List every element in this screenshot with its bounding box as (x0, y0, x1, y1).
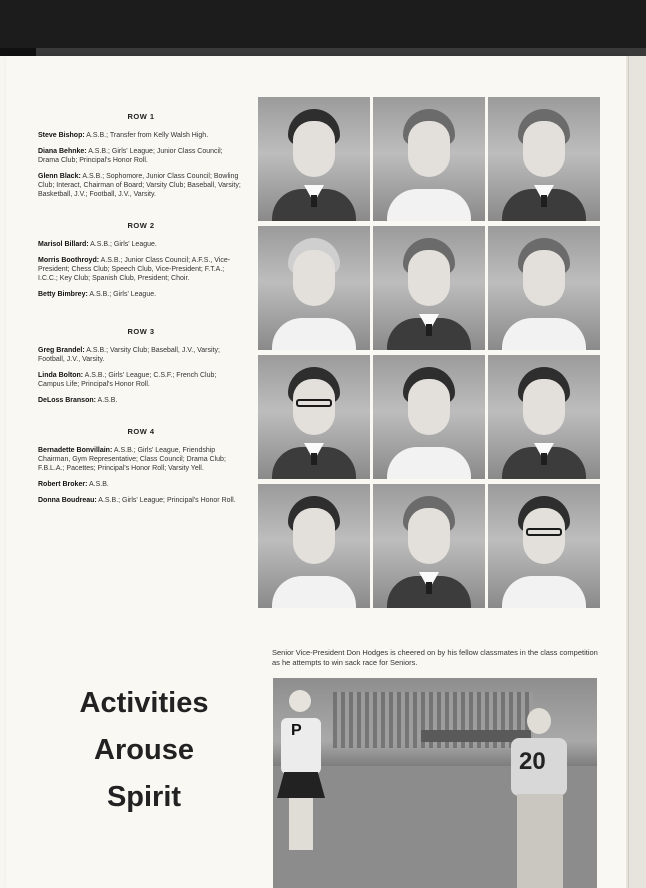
caption-entry (38, 480, 244, 489)
cheerleader (277, 686, 325, 866)
student-name: Morris Boothroyd: (38, 257, 100, 264)
student-name: Robert Broker: (38, 481, 88, 488)
senior-portrait (373, 355, 485, 479)
scanner-tab (0, 48, 36, 56)
caption-entry (38, 240, 244, 249)
student-activities: A.S.B.; Varsity Club; Baseball, J.V., Varsity; Football, J.V., Varsity. (38, 347, 220, 363)
photo-caption: Senior Vice-President Don Hodges is cheered on by his fellow classmates in the class competition as he attempts to win sack race for Seniors. (272, 648, 598, 667)
student-name: Glenn Black: (38, 173, 81, 180)
headline-line: Spirit (106, 781, 182, 813)
senior-portrait (373, 484, 485, 608)
caption-entry (38, 496, 244, 505)
senior-captions (38, 110, 244, 512)
student-name: Linda Bolton: (38, 372, 84, 379)
student-activities: A.S.B.; Girls' League; Principal's Honor Roll. (98, 497, 236, 504)
activities-headline (44, 680, 244, 821)
jersey-number: 20 (519, 748, 546, 775)
student-name: Diana Behnke: (38, 148, 87, 155)
student-activities: A.S.B.; Transfer from Kelly Walsh High. (86, 132, 209, 139)
senior-portrait (488, 484, 600, 608)
caption-entry (38, 147, 244, 165)
senior-portrait (258, 355, 370, 479)
row-2-heading: ROW 2 (127, 221, 155, 230)
student-name: Bernadette Bonvillain: (38, 447, 113, 454)
caption-entry (38, 346, 244, 364)
row-4-heading: ROW 4 (127, 427, 155, 436)
student-name: Steve Bishop: (38, 132, 85, 139)
senior-portrait (373, 97, 485, 221)
portrait-grid (258, 97, 600, 613)
caption-entry (38, 290, 244, 299)
student-activities: A.S.B.; Sophomore, Junior Class Council; Bowling Club; Interact, Chairman of Board; Varsity Club; Baseball, Varsity; Basketball, J.V.; Football, J.V., Varsity. (38, 173, 241, 198)
row-1-heading: ROW 1 (127, 112, 155, 121)
student-activities: A.S.B. (88, 481, 109, 488)
cheer-letter: P (291, 722, 302, 739)
portrait-row-2 (258, 226, 600, 350)
student-name: Greg Brandel: (38, 347, 85, 354)
student-activities: A.S.B. (97, 397, 118, 404)
senior-portrait (258, 97, 370, 221)
headline-line: Activities (79, 687, 209, 719)
caption-entry (38, 371, 244, 389)
caption-entry (38, 131, 244, 140)
senior-portrait (488, 226, 600, 350)
student-activities: A.S.B.; Junior Class Council; A.F.S., Vice-President; Chess Club; Speech Club, Vice-President; F.T.A.; I.C.C.; Key Club; Spanish Club, President; Choir. (38, 257, 231, 282)
portrait-row-4 (258, 484, 600, 608)
senior-portrait (488, 97, 600, 221)
caption-entry (38, 256, 244, 283)
student-name: Marisol Billard: (38, 241, 89, 248)
senior-portrait (373, 226, 485, 350)
student-activities: A.S.B.; Girls' League. (89, 291, 157, 298)
portrait-row-1 (258, 97, 600, 221)
page-edge (626, 56, 646, 888)
caption-entry (38, 172, 244, 199)
student-name: Donna Boudreau: (38, 497, 97, 504)
student-activities: A.S.B.; Girls' League; Junior Class Council; Drama Club; Principal's Honor Roll. (38, 148, 223, 164)
student-name: DeLoss Branson: (38, 397, 96, 404)
student-name: Betty Bimbrey: (38, 291, 88, 298)
row-3-heading: ROW 3 (127, 327, 155, 336)
senior-portrait (258, 226, 370, 350)
portrait-row-3 (258, 355, 600, 479)
sack-race-photo (273, 678, 597, 888)
scanner-top-bar (0, 0, 646, 56)
sack-racer (509, 704, 569, 888)
student-activities: A.S.B.; Girls' League; C.S.F.; French Club; Campus Life; Principal's Honor Roll. (38, 372, 217, 388)
race-sack (517, 794, 563, 888)
caption-entry (38, 446, 244, 473)
senior-portrait (488, 355, 600, 479)
scanner-strip (0, 48, 646, 56)
caption-entry (38, 396, 244, 405)
student-activities: A.S.B.; Girls' League. (90, 241, 157, 248)
senior-portrait (258, 484, 370, 608)
headline-line: Arouse (94, 734, 194, 766)
student-activities: A.S.B.; Girls' League, Friendship Chairman, Gym Representative; Class Council; Drama Club; F.B.L.A.; Pacettes; Principal's Honor Roll; Varsity Yell. (38, 447, 226, 472)
